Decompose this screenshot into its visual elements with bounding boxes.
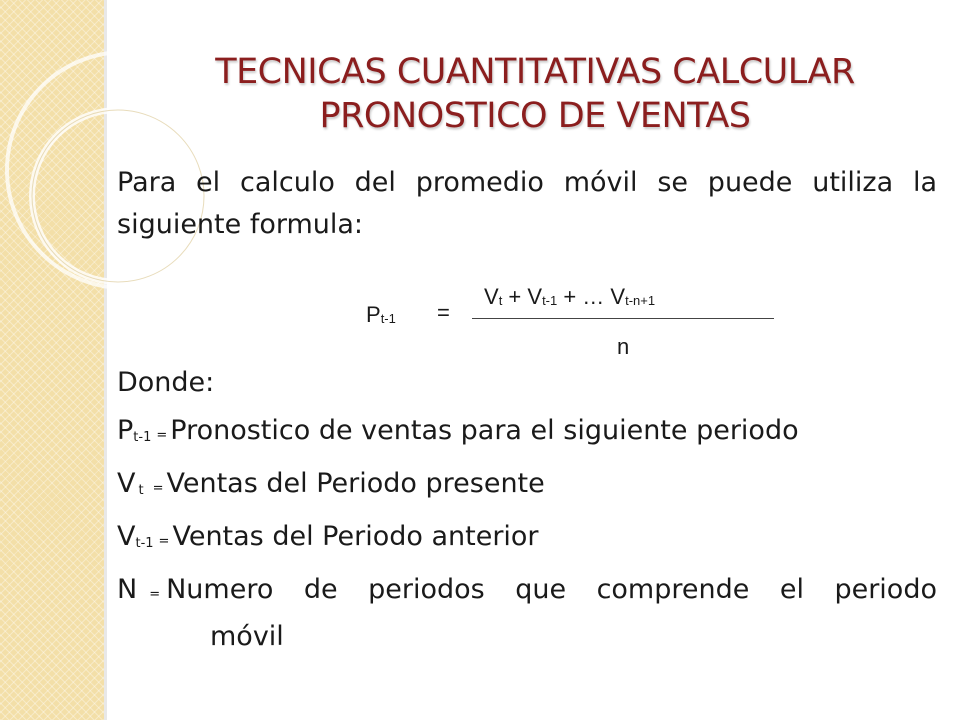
formula-lhs-symbol: P xyxy=(366,302,381,327)
definition-symbol: P xyxy=(117,415,134,446)
numerator-sub-2: t-1 xyxy=(542,293,558,308)
intro-line-1: Para el calculo del promedio móvil se puede utiliza la xyxy=(117,167,937,198)
definition-subscript: t xyxy=(138,483,144,498)
definition-item xyxy=(117,463,937,516)
definitions-list xyxy=(117,362,937,658)
definition-equals: = xyxy=(156,428,168,443)
definition-text: Pronostico de ventas para el siguiente periodo xyxy=(170,415,799,446)
definition-equals: = xyxy=(149,587,161,602)
definition-symbol: V xyxy=(117,468,136,499)
definition-symbol: V xyxy=(117,521,136,552)
definition-text: Ventas del Periodo presente xyxy=(166,468,545,499)
title-line-1: TECNICAS CUANTITATIVAS CALCULAR xyxy=(215,52,855,92)
definition-subscript: t-1 xyxy=(135,536,154,551)
numerator-operator-1: + V xyxy=(502,284,543,309)
slide-title xyxy=(150,50,920,138)
formula-lhs xyxy=(366,302,396,328)
title-line-2: PRONOSTICO DE VENTAS xyxy=(319,96,751,136)
definition-equals: = xyxy=(158,534,170,549)
definition-subscript: t-1 xyxy=(133,430,152,445)
numerator-sub-1: t xyxy=(498,293,503,308)
intro-paragraph xyxy=(117,162,937,246)
numerator-term-1: V xyxy=(484,284,499,309)
definition-continuation: móvil xyxy=(210,621,284,652)
formula-lhs-subscript: t-1 xyxy=(380,311,396,326)
fraction-bar xyxy=(472,318,774,319)
definition-symbol: N xyxy=(117,574,138,605)
formula-denominator: n xyxy=(617,334,630,359)
definition-equals: = xyxy=(152,481,164,496)
definition-line xyxy=(117,569,937,616)
definitions-heading: Donde: xyxy=(117,367,215,398)
definition-item xyxy=(117,516,937,569)
definition-text: Ventas del Periodo anterior xyxy=(172,521,539,552)
formula-equals: = xyxy=(437,300,450,325)
formula-numerator xyxy=(484,284,655,310)
numerator-operator-2: + … V xyxy=(557,284,626,309)
numerator-sub-3: t-n+1 xyxy=(625,293,656,308)
intro-line-2: siguiente formula: xyxy=(117,209,364,240)
moving-average-formula xyxy=(360,278,780,368)
definition-item xyxy=(117,410,937,463)
decorative-rings-icon xyxy=(0,0,220,320)
definition-item xyxy=(117,569,937,658)
definition-text: Numero de periodos que comprende el periodo xyxy=(166,574,937,605)
